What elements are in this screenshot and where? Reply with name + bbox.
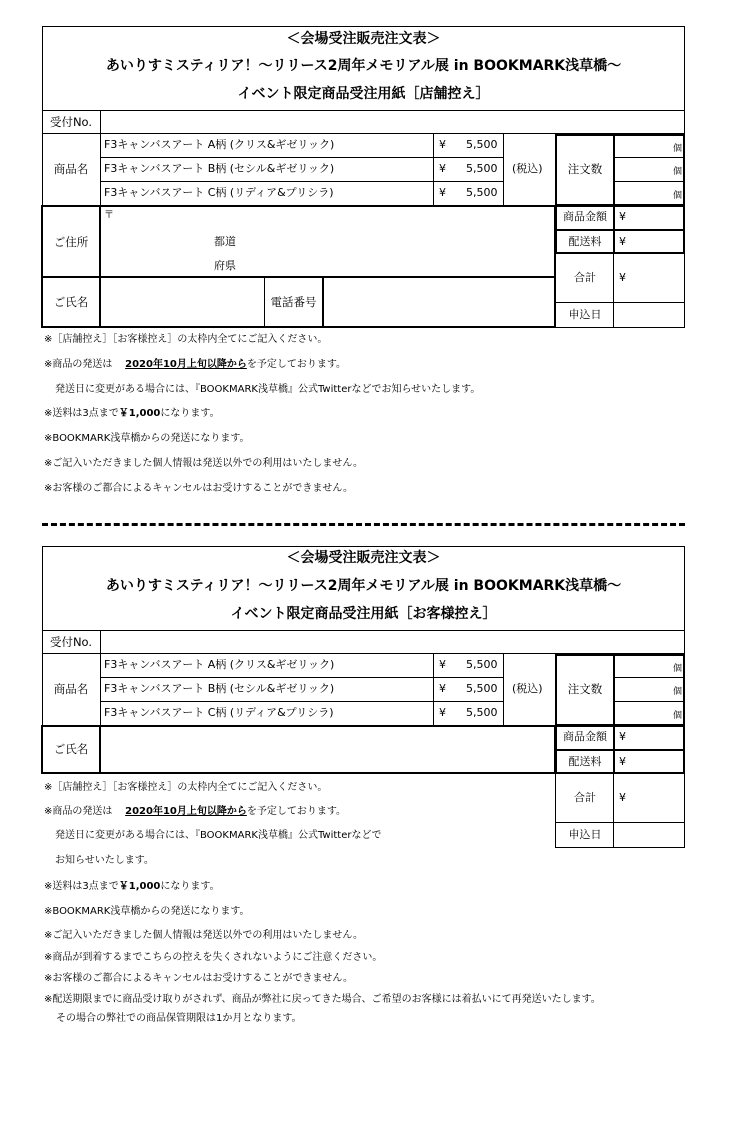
note-storage-period: その場合の弊社での商品保管期限は1か月となります。 [56,1013,302,1024]
event-title: あいりすミスティリア！～リリース2周年メモリアル展 in BOOKMARK浅草橋～ [105,58,622,74]
product-price-b: 5,500 [466,162,498,175]
unit-label: 個 [673,711,683,721]
tax-label: (税込) [512,682,543,695]
yen-sign: ¥ [619,730,626,743]
order-qty-label: 注文数 [567,682,603,696]
note-cancel: ※お客様のご都合によるキャンセルはお受けすることができません。 [44,483,353,494]
yen-sign: ¥ [619,235,626,248]
note-fill-all: ※［店舗控え］［お客様控え］の太枠内全てにご記入ください。 [44,782,328,793]
name-field[interactable] [102,727,554,772]
product-amount-label: 商品金額 [563,730,607,743]
note-ship-from: ※BOOKMARK浅草橋からの発送になります。 [44,433,250,444]
total-label: 合計 [574,271,596,284]
reception-no-label: 受付No. [49,635,93,649]
yen-sign: ¥ [439,162,446,175]
note-keep-copy: ※商品が到着するまでこちらの控えを失くされないようにご注意ください。 [44,952,383,963]
address-label: ご住所 [53,235,89,249]
product-name-a: F3キャンバスアート A柄 (クリス&ギゼリック) [104,138,335,151]
product-name-c: F3キャンバスアート C柄 (リディア&プリシラ) [104,706,334,719]
apply-date-field[interactable] [615,824,683,846]
yen-sign: ¥ [619,791,626,804]
unit-label: 個 [673,167,683,177]
yen-sign: ¥ [439,186,446,199]
phone-field[interactable] [325,279,554,325]
apply-date-field[interactable] [615,304,683,326]
form-subtitle: イベント限定商品受注用紙［お客様控え］ [230,606,497,622]
reception-no-field[interactable] [101,111,684,133]
note-privacy: ※ご記入いただきました個人情報は発送以外での利用はいたしません。 [44,458,363,469]
form-subtitle: イベント限定商品受注用紙［店舗控え］ [237,86,490,102]
phone-label: 電話番号 [270,295,317,309]
event-title: あいりすミスティリア！～リリース2周年メモリアル展 in BOOKMARK浅草橋～ [105,578,622,594]
product-price-a: 5,500 [466,138,498,151]
note-privacy: ※ご記入いただきました個人情報は発送以外での利用はいたしません。 [44,930,363,941]
yen-sign: ¥ [619,755,626,768]
note-date-change: 発送日に変更がある場合には、『BOOKMARK浅草橋』公式Twitterなどで [55,830,382,841]
total-label: 合計 [574,791,596,804]
shipping-label: 配送料 [568,755,602,768]
name-label: ご氏名 [53,295,89,309]
unit-label: 個 [673,191,683,201]
prefecture-label: 府県 [214,259,236,272]
unit-label: 個 [673,664,683,674]
note-shipping-fee: ※送料は3点まで￥1,000になります。 [44,408,220,419]
cut-line [42,523,685,526]
product-price-c: 5,500 [466,186,498,199]
note-shipping-date: ※商品の発送は 2020年10月上旬以降からを予定しております。 [44,359,347,370]
product-name-b: F3キャンバスアート B柄 (セシル&ギゼリック) [104,682,335,695]
product-name-a: F3キャンバスアート A柄 (クリス&ギゼリック) [104,658,335,671]
product-price-b: 5,500 [466,682,498,695]
reception-no-label: 受付No. [49,115,93,129]
note-shipping-date: ※商品の発送は 2020年10月上旬以降からを予定しております。 [44,806,347,817]
form-header: ＜会場受注販売注文表＞ [286,550,441,566]
yen-sign: ¥ [619,210,626,223]
product-name-b: F3キャンバスアート B柄 (セシル&ギゼリック) [104,162,335,175]
yen-sign: ¥ [439,138,446,151]
address-field[interactable] [102,207,554,275]
note-fill-all: ※［店舗控え］［お客様控え］の太枠内全てにご記入ください。 [44,334,328,345]
apply-date-label: 申込日 [568,828,602,841]
note-cancel: ※お客様のご都合によるキャンセルはお受けすることができません。 [44,973,353,984]
note-redelivery: ※配送期限までに商品受け取りがされず、商品が弊社に戻ってきた場合、ご希望のお客様には着払いにて再発送いたします。 [44,994,601,1005]
yen-sign: ¥ [619,271,626,284]
unit-label: 個 [673,687,683,697]
name-label: ご氏名 [53,742,89,756]
unit-label: 個 [673,144,683,154]
note-date-change: 発送日に変更がある場合には、『BOOKMARK浅草橋』公式Twitterなどでお知らせいたします。 [55,384,481,395]
note-shipping-fee: ※送料は3点まで￥1,000になります。 [44,881,220,892]
postal-mark: 〒 [104,210,114,221]
product-price-a: 5,500 [466,658,498,671]
product-amount-label: 商品金額 [563,210,607,223]
name-field[interactable] [102,279,263,325]
apply-date-label: 申込日 [568,308,602,321]
product-price-c: 5,500 [466,706,498,719]
shipping-label: 配送料 [568,235,602,248]
prefecture-label: 都道 [214,235,236,248]
yen-sign: ¥ [439,658,446,671]
order-qty-label: 注文数 [567,162,603,176]
tax-label: (税込) [512,162,543,175]
product-name-label: 商品名 [53,682,89,696]
product-name-c: F3キャンバスアート C柄 (リディア&プリシラ) [104,186,334,199]
reception-no-field[interactable] [101,631,684,653]
yen-sign: ¥ [439,706,446,719]
product-name-label: 商品名 [53,162,89,176]
yen-sign: ¥ [439,682,446,695]
note-date-change-cont: お知らせいたします。 [55,855,154,866]
form-header: ＜会場受注販売注文表＞ [286,31,441,47]
note-ship-from: ※BOOKMARK浅草橋からの発送になります。 [44,906,250,917]
